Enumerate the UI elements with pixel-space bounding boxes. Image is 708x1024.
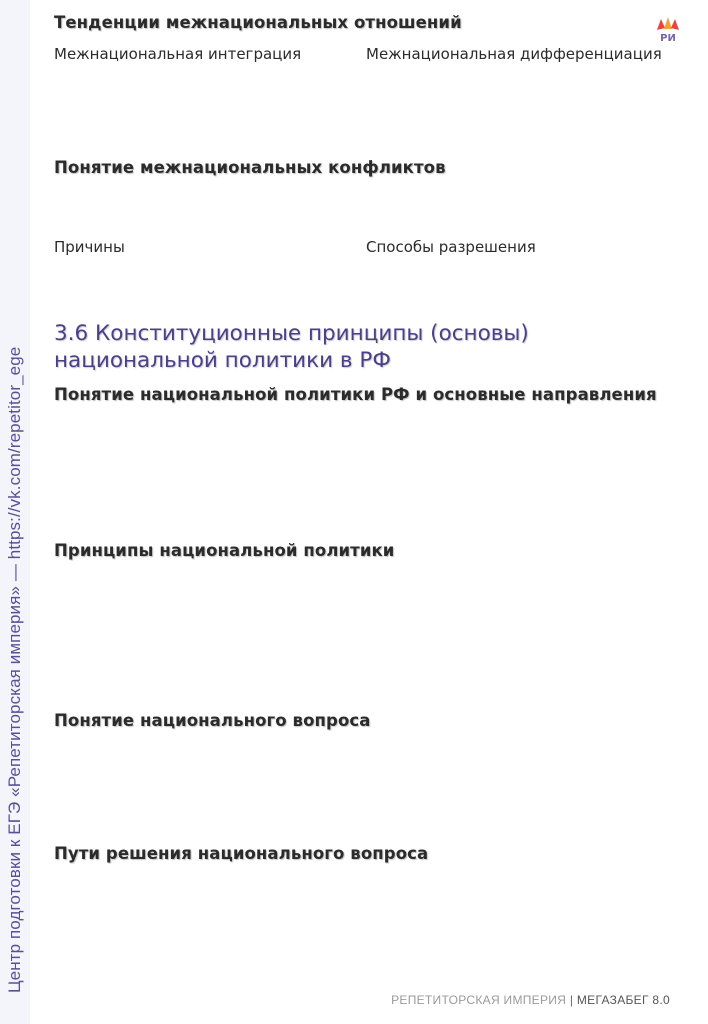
logo-text: РИ	[660, 33, 676, 44]
side-caption: Центр подготовки к ЕГЭ «Репетиторская империя» — https://vk.com/repetitor_ege	[5, 346, 24, 993]
subheading-policy-principles: Принципы национальной политики	[54, 541, 395, 560]
section-title-line2: национальной политики в РФ	[54, 348, 391, 373]
subheading-national-question: Понятие национального вопроса	[54, 711, 371, 730]
block2-title: Понятие межнациональных конфликтов	[54, 158, 446, 177]
section-title	[54, 320, 529, 374]
section-title-line1: 3.6 Конституционные принципы (основы)	[54, 321, 529, 346]
block2-col-left: Причины	[54, 238, 125, 256]
logo	[655, 16, 681, 44]
footer	[391, 993, 670, 1007]
side-bar	[0, 0, 30, 1024]
block2-col-right: Способы разрешения	[366, 238, 536, 256]
block1-col-left: Межнациональная интеграция	[54, 45, 302, 63]
block1-title: Тенденции межнациональных отношений	[54, 13, 462, 32]
logo-crown-icon	[655, 16, 681, 44]
subheading-policy-concept: Понятие национальной политики РФ и основные направления	[54, 385, 657, 404]
footer-separator: |	[569, 993, 574, 1007]
block1-col-right: Межнациональная дифференциация	[366, 45, 662, 63]
subheading-solutions: Пути решения национального вопроса	[54, 844, 429, 863]
footer-right: МЕГАЗАБЕГ 8.0	[576, 993, 670, 1007]
footer-left: РЕПЕТИТОРСКАЯ ИМПЕРИЯ	[391, 993, 567, 1007]
